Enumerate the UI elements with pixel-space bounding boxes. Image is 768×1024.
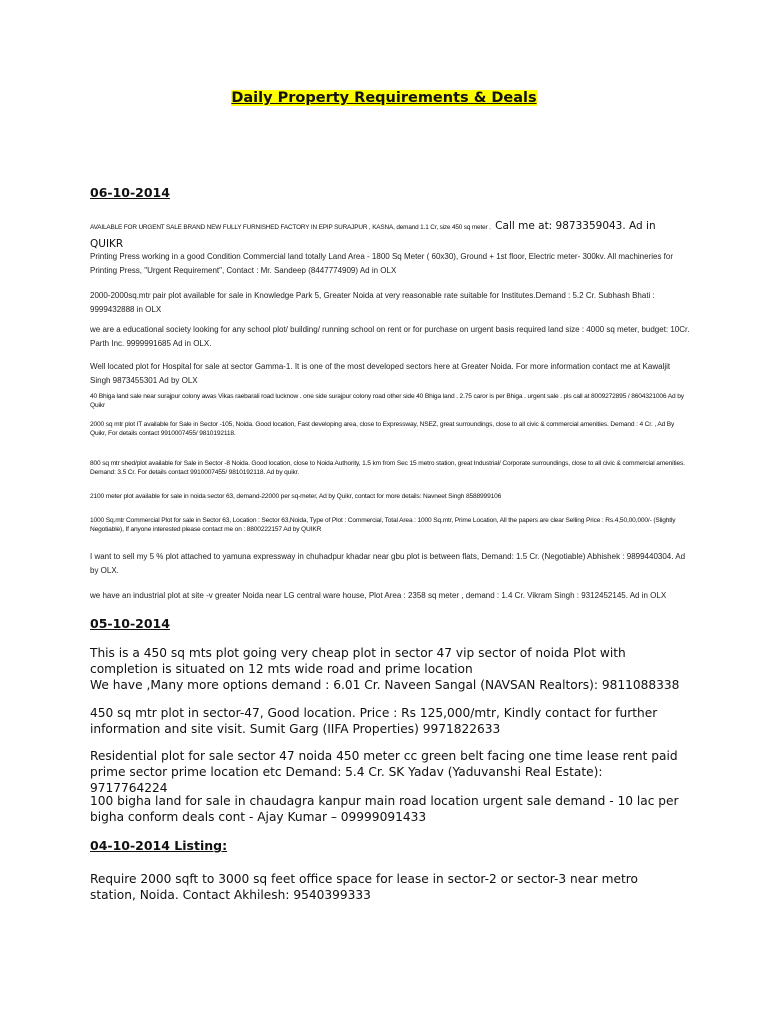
listing-paragraph: we are a educational society looking for any school plot/ building/ running school on rent or for purchase on urgent basis required land size : 4000 sq meter, budget: 10Cr. Parth Inc. 9999991685 Ad in OLX. (90, 325, 690, 348)
listing-paragraph: 2100 meter plot available for sale in noida sector 63, demand-22000 per sq-meter, Ad by Quikr, contact for more details: Navneet Singh 8588999106 (90, 493, 502, 500)
section-date: 06-10-2014 (90, 185, 170, 200)
listing-paragraph: 100 bigha land for sale in chaudagra kanpur main road location urgent sale demand - 10 lac per bigha conform deals cont - Ajay Kumar – 09999091433 (90, 794, 679, 824)
listing-paragraph: Well located plot for Hospital for sale at sector Gamma-1. It is one of the most developed sectors here at Greater Noida. For more information contact me at Kawaljit Singh 9873455301 Ad by OLX (90, 362, 671, 385)
listing-text: AVAILABLE FOR URGENT SALE BRAND NEW FULLY FURNISHED FACTORY IN EPIP SURAJPUR , KASNA, demand 1.1 Cr, size 450 sq meter . (90, 224, 491, 231)
document-title (0, 90, 768, 106)
listing-paragraph: 1000 Sq.mtr Commercial Plot for sale in Sector 63, Location : Sector 63,Noida, Type of Plot : Commercial, Total Area : 1000 Sq.mtr, Prime Location, All the papers are clear Selling Price : Rs.4,50,00,000/- (Slightly Negotiable), If anyone interested please contact me on : 8800222157 Ad by QUIKR (90, 517, 676, 533)
listing-paragraph: 40 Bhiga land sale near surajpur colony awas Vikas raebarali road lucknow . one side surajpur colony road other side 40 Bhiga land . 2.75 caror is per Bhiga . urgent sale . pls call at 8009272895 / 8604321006 Ad by Quikr (90, 393, 684, 409)
section-date: 05-10-2014 (90, 616, 170, 631)
listing-text: We have ,Many more options demand : 6.01 Cr. Naveen Sangal (NAVSAN Realtors): 9811088338 (90, 678, 680, 692)
listing-paragraph (90, 216, 690, 252)
listing-paragraph: I want to sell my 5 % plot attached to yamuna expressway in chuhadpur khadar near gbu plot is between flats, Demand: 1.5 Cr. (Negotiable) Abhishek : 9899440304. Ad by OLX. (90, 552, 686, 575)
title-text: Daily Property Requirements & Deals (231, 90, 537, 106)
listing-paragraph: 2000-2000sq.mtr pair plot available for sale in Knowledge Park 5, Greater Noida at very reasonable rate suitable for Institutes.Demand : 5.2 Cr. Subhash Bhati : 9999432888 in OLX (90, 291, 655, 314)
listing-paragraph: Residential plot for sale sector 47 noida 450 meter cc green belt facing one time lease rent paid prime sector prime location etc Demand: 5.4 Cr. SK Yadav (Yaduvanshi Real Estate): 9717764224 (90, 749, 678, 795)
listing-paragraph: Printing Press working in a good Condition Commercial land totally Land Area - 1800 Sq Meter ( 60x30), Ground + 1st floor, Electric meter- 300kv. All machineries for Printing Press, "Urgent Requirement", Contact : Mr. Sandeep (8447774909) Ad in OLX (90, 252, 674, 275)
listing-text: This is a 450 sq mts plot going very cheap plot in sector 47 vip sector of noida Plot with completion is situated on 12 mts wide road and prime location (90, 646, 626, 676)
listing-paragraph: 2000 sq mtr plot IT available for Sale in Sector -105, Noida. Good location, Fast developing area, close to Expressway, NSEZ, great surroundings, close to all civic & commercial amenities. Demand : 4 Cr. , Ad By Quikr, For details contact 9910007455/ 9810192118. (90, 421, 675, 437)
section-date: 04-10-2014 Listing: (90, 838, 228, 853)
listing-paragraph: 450 sq mtr plot in sector-47, Good location. Price : Rs 125,000/mtr, Kindly contact for further information and site visit. Sumit Garg (IIFA Properties) 9971822633 (90, 706, 658, 736)
listing-paragraph: we have an industrial plot at site -v greater Noida near LG central ware house, Plot Area : 2358 sq meter , demand : 1.4 Cr. Vikram Singh : 9312452145. Ad in OLX (90, 591, 667, 600)
listing-text: Call me at: 9873359043. Ad in QUIKR (90, 220, 656, 250)
listing-paragraph: Require 2000 sqft to 3000 sq feet office space for lease in sector-2 or sector-3 near metro station, Noida. Contact Akhilesh: 9540399333 (90, 872, 638, 902)
listing-paragraph: 800 sq mtr shed/plot available for Sale in Sector -8 Noida. Good location, close to Noida Authority, 1.5 km from Sec 15 metro station, great Industrial/ Corporate surroundings, close to all civic & commercial amenities. Demand: 3.5 Cr. For details contact 9910007455/ 9810192118. Ad by quikr. (90, 460, 685, 476)
listing-paragraph (90, 645, 680, 693)
